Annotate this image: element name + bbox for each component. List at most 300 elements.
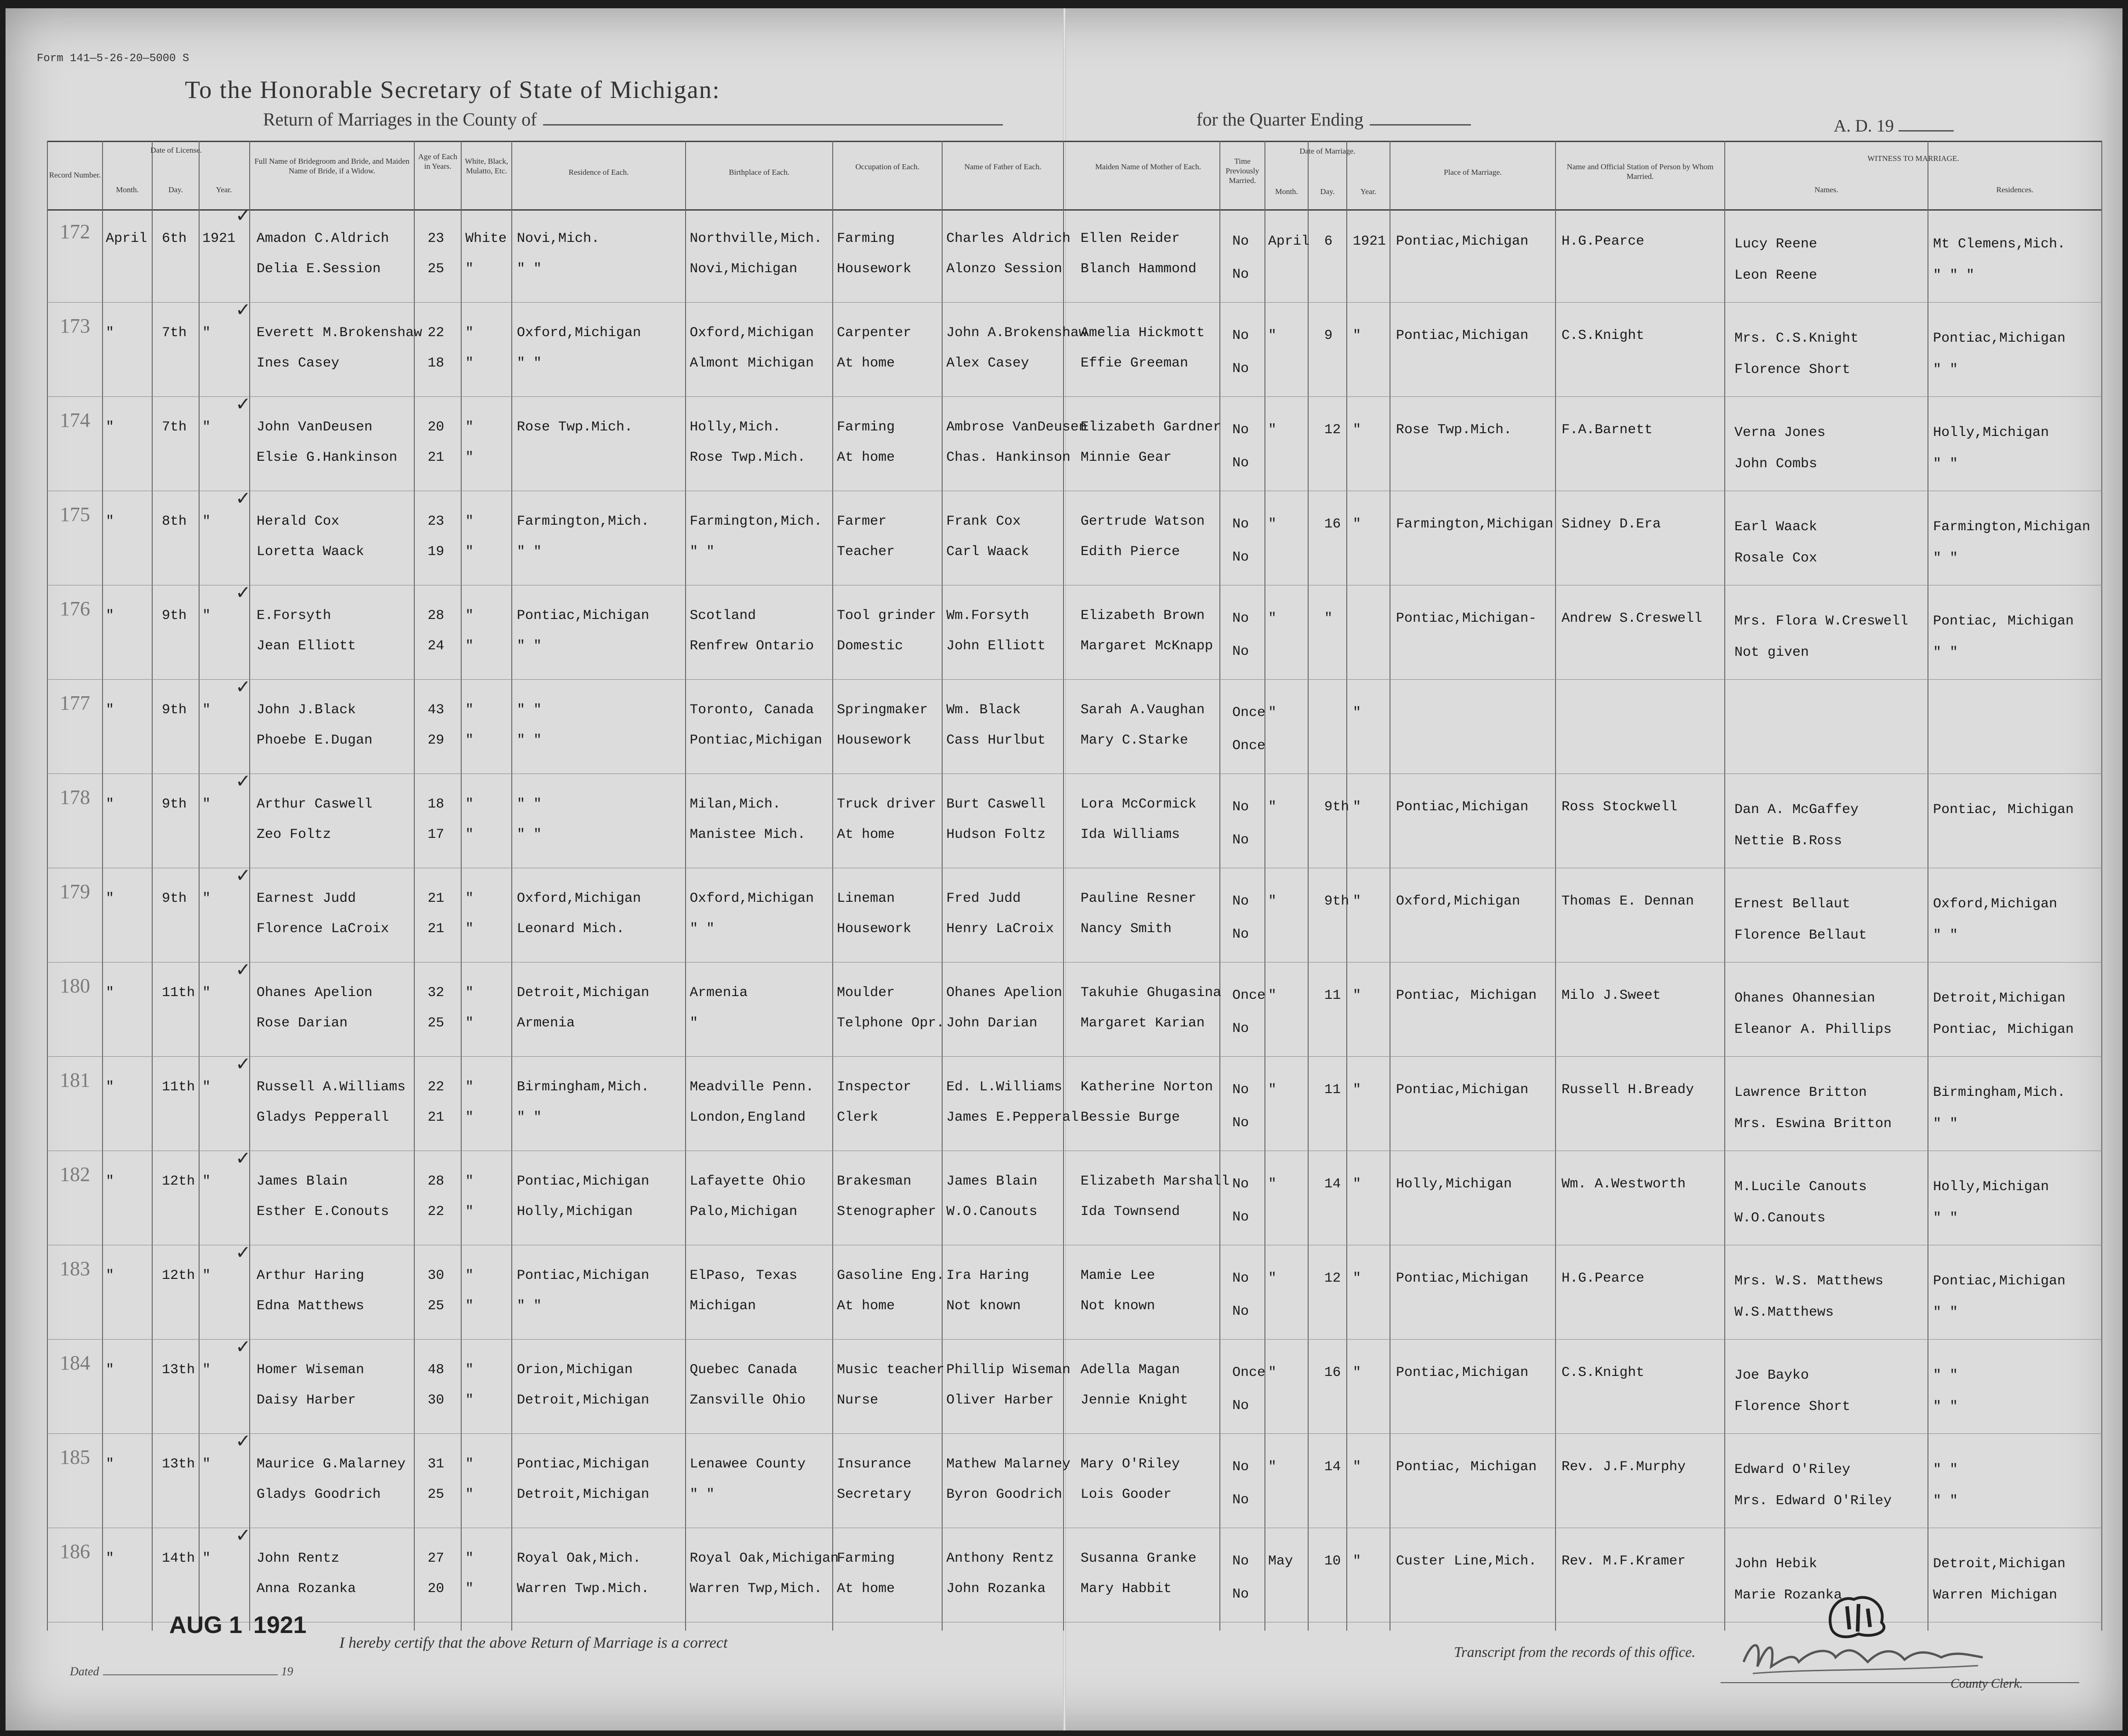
groom-race: White — [465, 231, 507, 246]
bride-occupation: Telphone Opr. — [837, 1015, 945, 1031]
groom-name: Homer Wiseman — [257, 1362, 365, 1378]
groom-occupation: Tool grinder — [837, 608, 937, 624]
marriage-place: Holly,Michigan — [1396, 1176, 1512, 1192]
record-number: 181 — [60, 1069, 90, 1091]
officiant-name: Milo J.Sweet — [1562, 988, 1661, 1003]
groom-residence: Pontiac,Michigan — [517, 1268, 650, 1283]
bride-name: Anna Rozanka — [257, 1581, 356, 1597]
groom-age: 22 — [428, 325, 445, 341]
witness-2-name: Florence Bellaut — [1734, 928, 1867, 943]
bride-birthplace: " " — [690, 544, 715, 560]
license-year: " — [202, 702, 211, 718]
bride-name: Gladys Goodrich — [257, 1487, 381, 1502]
column-rule — [1063, 141, 1064, 1631]
record-number: 182 — [60, 1163, 90, 1186]
bride-name: Ines Casey — [257, 355, 340, 371]
bride-occupation: Clerk — [837, 1110, 879, 1125]
bride-birthplace: " " — [690, 1487, 715, 1502]
quarter-ending — [1196, 109, 1471, 130]
license-day: 12th — [162, 1268, 195, 1283]
groom-race: " — [465, 419, 474, 435]
bride-age: 29 — [428, 733, 445, 748]
stamp-year: 1921 — [253, 1612, 307, 1639]
bride-father: Not known — [946, 1298, 1021, 1314]
license-month: " — [106, 514, 114, 529]
groom-occupation: Farming — [837, 231, 895, 246]
col-officiant: Name and Official Station of Person by Whom Married. — [1567, 162, 1714, 181]
record-number: 177 — [60, 692, 90, 714]
record-number: 180 — [60, 974, 90, 997]
license-day: 9th — [162, 702, 187, 718]
license-month: " — [106, 419, 114, 435]
marriage-day: 6 — [1324, 234, 1333, 249]
check-mark: ✓ — [235, 676, 251, 698]
marriage-year: " — [1353, 705, 1361, 721]
witness-2-name: John Combs — [1734, 456, 1818, 472]
witness-1-residence: Holly,Michigan — [1933, 425, 2049, 441]
groom-occupation: Carpenter — [837, 325, 912, 341]
check-mark: ✓ — [235, 582, 251, 603]
col-m-month: Month. — [1275, 187, 1298, 196]
groom-name: Arthur Caswell — [257, 796, 373, 812]
marriage-year: 1921 — [1353, 234, 1386, 249]
bride-father: W.O.Canouts — [946, 1204, 1038, 1220]
marriage-month: May — [1268, 1553, 1293, 1569]
witness-2-residence: " " — [1933, 1210, 1958, 1226]
bride-mother: Edith Pierce — [1081, 544, 1180, 560]
marriage-day: 11 — [1324, 988, 1341, 1003]
col-occupation: Occupation of Each. — [855, 162, 920, 171]
groom-occupation: Springmaker — [837, 702, 928, 718]
witness-1-residence: Mt Clemens,Mich. — [1933, 236, 2066, 252]
bride-mother: Margaret McKnapp — [1081, 638, 1213, 654]
bride-birthplace: Michigan — [690, 1298, 756, 1314]
groom-mother: Katherine Norton — [1081, 1079, 1213, 1095]
groom-age: 18 — [428, 796, 445, 812]
groom-name: Maurice G.Malarney — [257, 1456, 406, 1472]
witness-2-name: Nettie B.Ross — [1734, 833, 1842, 849]
witness-1-name: Lawrence Britton — [1734, 1085, 1867, 1100]
bride-father: Alex Casey — [946, 355, 1030, 371]
witness-1-residence: Detroit,Michigan — [1933, 991, 2066, 1006]
witness-2-residence: " " " — [1933, 268, 1975, 283]
quarter-text: for the Quarter Ending — [1196, 109, 1364, 130]
marriage-place: Pontiac,Michigan — [1396, 1365, 1529, 1381]
bride-residence: Detroit,Michigan — [517, 1487, 650, 1502]
license-year: " — [202, 1551, 211, 1566]
marriage-year: " — [1353, 799, 1361, 815]
bride-father: Hudson Foltz — [946, 827, 1046, 842]
check-mark: ✓ — [235, 865, 251, 886]
bride-mother: Effie Greeman — [1081, 355, 1189, 371]
bride-race: " — [465, 1298, 474, 1314]
groom-race: " — [465, 985, 474, 1001]
groom-residence: Pontiac,Michigan — [517, 1174, 650, 1189]
quarter-blank-line — [1370, 124, 1471, 126]
groom-age: 30 — [428, 1268, 445, 1283]
marriage-place: Pontiac,Michigan — [1396, 1082, 1529, 1098]
row-rule — [47, 1339, 2102, 1340]
marriage-month: April — [1268, 234, 1310, 249]
groom-mother: Elizabeth Marshall — [1081, 1174, 1230, 1189]
bride-residence: Armenia — [517, 1015, 575, 1031]
marriage-month: " — [1268, 1082, 1277, 1098]
bride-occupation: At home — [837, 1581, 895, 1597]
check-mark: ✓ — [235, 959, 251, 980]
groom-residence: Pontiac,Michigan — [517, 608, 650, 624]
col-date-license: Date of License. — [150, 146, 202, 155]
license-year: " — [202, 608, 211, 624]
license-year: " — [202, 419, 211, 435]
license-month: April — [106, 231, 148, 246]
col-full-name: Full Name of Bridegroom and Bride, and Maiden Name of Bride, if a Widow. — [254, 157, 410, 175]
col-witness: WITNESS TO MARRIAGE. — [1867, 154, 1959, 163]
bride-age: 25 — [428, 1015, 445, 1031]
groom-father: Wm. Black — [946, 702, 1021, 718]
col-m-day: Day. — [1320, 187, 1335, 196]
groom-residence: Detroit,Michigan — [517, 985, 650, 1001]
bride-birthplace: Almont Michigan — [690, 355, 814, 371]
groom-times-married: No — [1232, 1082, 1249, 1098]
bride-mother: Lois Gooder — [1081, 1487, 1172, 1502]
record-number: 172 — [60, 220, 90, 243]
marriage-year: " — [1353, 1459, 1361, 1475]
record-number: 186 — [60, 1540, 90, 1563]
dated-blank — [103, 1674, 278, 1675]
groom-occupation: Farmer — [837, 514, 887, 529]
groom-name: Earnest Judd — [257, 891, 356, 906]
groom-birthplace: Milan,Mich. — [690, 796, 781, 812]
groom-residence: Oxford,Michigan — [517, 891, 641, 906]
bride-mother: Blanch Hammond — [1081, 261, 1197, 277]
bride-residence: " " — [517, 1110, 542, 1125]
check-mark: ✓ — [235, 299, 251, 321]
witness-2-residence: Warren Michigan — [1933, 1587, 2058, 1603]
bride-mother: Mary Habbit — [1081, 1581, 1172, 1597]
license-year: " — [202, 1268, 211, 1283]
witness-2-name: Mrs. Eswina Britton — [1734, 1116, 1892, 1132]
check-mark: ✓ — [235, 1431, 251, 1452]
bride-mother: Mary C.Starke — [1081, 733, 1189, 748]
license-day: 13th — [162, 1456, 195, 1472]
bride-age: 19 — [428, 544, 445, 560]
marriage-year: " — [1353, 1365, 1361, 1381]
license-day: 9th — [162, 796, 187, 812]
marriage-month: " — [1268, 516, 1277, 532]
bride-father: Henry LaCroix — [946, 921, 1054, 937]
record-number: 184 — [60, 1352, 90, 1374]
record-number: 173 — [60, 315, 90, 337]
groom-birthplace: Meadville Penn. — [690, 1079, 814, 1095]
license-day: 12th — [162, 1174, 195, 1189]
bride-times-married: No — [1232, 644, 1249, 659]
groom-mother: Mamie Lee — [1081, 1268, 1156, 1283]
witness-1-name: Ohanes Ohannesian — [1734, 991, 1876, 1006]
bride-age: 21 — [428, 450, 445, 465]
officiant-name: Wm. A.Westworth — [1562, 1176, 1686, 1192]
license-year: " — [202, 985, 211, 1001]
check-mark: ✓ — [235, 1336, 251, 1358]
groom-age: 27 — [428, 1551, 445, 1566]
groom-father: Mathew Malarney — [946, 1456, 1071, 1472]
col-times-married: Time Previously Married. — [1225, 157, 1259, 185]
witness-1-residence: Pontiac, Michigan — [1933, 613, 2074, 629]
bride-times-married: No — [1232, 1304, 1249, 1319]
groom-race: " — [465, 702, 474, 718]
groom-name: Amadon C.Aldrich — [257, 231, 389, 246]
bride-age: 25 — [428, 1487, 445, 1502]
bride-age: 25 — [428, 1298, 445, 1314]
groom-race: " — [465, 891, 474, 906]
bride-residence: " " — [517, 827, 542, 842]
row-rule — [47, 1433, 2102, 1434]
bride-age: 30 — [428, 1392, 445, 1408]
groom-residence: Orion,Michigan — [517, 1362, 633, 1378]
witness-2-residence: " " — [1933, 928, 1958, 943]
marriage-day: 14 — [1324, 1459, 1341, 1475]
bride-name: Delia E.Session — [257, 261, 381, 277]
bride-occupation: At home — [837, 827, 895, 842]
document-subtitle — [263, 109, 1003, 130]
groom-occupation: Farming — [837, 1551, 895, 1566]
groom-times-married: Once — [1232, 988, 1266, 1003]
marriage-day: 16 — [1324, 1365, 1341, 1381]
bride-residence: " " — [517, 733, 542, 748]
bride-age: 24 — [428, 638, 445, 654]
witness-1-residence: Farmington,Michigan — [1933, 519, 2091, 535]
column-rule — [1555, 141, 1556, 1631]
bride-birthplace: Novi,Michigan — [690, 261, 798, 277]
groom-father: Anthony Rentz — [946, 1551, 1054, 1566]
license-year: 1921 — [202, 231, 236, 246]
bride-father: John Darian — [946, 1015, 1038, 1031]
groom-birthplace: Holly,Mich. — [690, 419, 781, 435]
bride-residence: " " — [517, 544, 542, 560]
marriage-month: " — [1268, 1176, 1277, 1192]
bride-occupation: Housework — [837, 921, 912, 937]
groom-age: 23 — [428, 231, 445, 246]
groom-residence: " " — [517, 702, 542, 718]
groom-occupation: Music teacher — [837, 1362, 945, 1378]
bride-birthplace: Rose Twp.Mich. — [690, 450, 806, 465]
bride-mother: Jennie Knight — [1081, 1392, 1189, 1408]
check-mark: ✓ — [235, 771, 251, 792]
bride-father: James E.Pepperal — [946, 1110, 1079, 1125]
groom-birthplace: Scotland — [690, 608, 756, 624]
marriage-place: Pontiac,Michigan — [1396, 799, 1529, 815]
col-lic-day: Day. — [168, 185, 183, 194]
column-rule — [942, 141, 943, 1631]
license-year: " — [202, 891, 211, 906]
license-month: " — [106, 796, 114, 812]
column-rule — [685, 141, 686, 1631]
bride-name: Elsie G.Hankinson — [257, 450, 398, 465]
witness-1-residence: Birmingham,Mich. — [1933, 1085, 2066, 1100]
witness-2-name: Not given — [1734, 645, 1809, 660]
bride-race: " — [465, 1015, 474, 1031]
groom-father: Ambrose VanDeusen — [946, 419, 1087, 435]
groom-residence: Rose Twp.Mich. — [517, 419, 633, 435]
bride-father: Byron Goodrich — [946, 1487, 1063, 1502]
marriage-month: " — [1268, 988, 1277, 1003]
column-rule — [414, 141, 415, 1631]
column-rule — [152, 141, 153, 1631]
groom-age: 31 — [428, 1456, 445, 1472]
col-m-year: Year. — [1360, 187, 1377, 196]
witness-1-name: M.Lucile Canouts — [1734, 1179, 1867, 1195]
marriage-year: " — [1353, 1271, 1361, 1286]
marriage-place: Oxford,Michigan — [1396, 894, 1521, 909]
marriage-year: " — [1353, 422, 1361, 438]
groom-name: James Blain — [257, 1174, 348, 1189]
officiant-name: F.A.Barnett — [1562, 422, 1653, 438]
witness-2-residence: " " — [1933, 1493, 1958, 1509]
bride-birthplace: " " — [690, 921, 715, 937]
bride-occupation: Secretary — [837, 1487, 912, 1502]
record-number: 178 — [60, 786, 90, 808]
year-blank-line — [1899, 130, 1954, 132]
officiant-name: Rev. M.F.Kramer — [1562, 1553, 1686, 1569]
officiant-name: C.S.Knight — [1562, 1365, 1645, 1381]
bride-residence: Detroit,Michigan — [517, 1392, 650, 1408]
check-mark: ✓ — [235, 205, 251, 226]
bride-name: Rose Darian — [257, 1015, 348, 1031]
groom-father: Ira Haring — [946, 1268, 1030, 1283]
officiant-name: Ross Stockwell — [1562, 799, 1678, 815]
bride-race: " — [465, 450, 474, 465]
check-mark: ✓ — [235, 1242, 251, 1263]
groom-birthplace: Northville,Mich. — [690, 231, 823, 246]
groom-times-married: No — [1232, 1176, 1249, 1192]
col-mother: Maiden Name of Mother of Each. — [1095, 162, 1201, 171]
groom-father: Charles Aldrich — [946, 231, 1071, 246]
witness-2-name: Florence Short — [1734, 362, 1851, 378]
bride-birthplace: Warren Twp,Mich. — [690, 1581, 823, 1597]
marriage-year: " — [1353, 1176, 1361, 1192]
subtitle-text: Return of Marriages in the County of — [263, 109, 537, 130]
check-mark: ✓ — [235, 1148, 251, 1169]
marriage-day: 11 — [1324, 1082, 1341, 1098]
bride-times-married: No — [1232, 267, 1249, 282]
marriage-year: " — [1353, 516, 1361, 532]
officiant-name: H.G.Pearce — [1562, 234, 1645, 249]
license-day: 13th — [162, 1362, 195, 1378]
groom-father: Ohanes Apelion — [946, 985, 1063, 1001]
officiant-name: H.G.Pearce — [1562, 1271, 1645, 1286]
marriage-year: " — [1353, 894, 1361, 909]
groom-residence: Birmingham,Mich. — [517, 1079, 650, 1095]
bride-occupation: Domestic — [837, 638, 904, 654]
column-rule — [2101, 141, 2102, 1631]
witness-1-residence: " " — [1933, 1368, 1958, 1383]
bride-race: " — [465, 544, 474, 560]
record-number: 179 — [60, 880, 90, 903]
dated-label: Dated — [70, 1665, 99, 1678]
marriage-year: " — [1353, 328, 1361, 344]
license-year: " — [202, 1362, 211, 1378]
check-mark: ✓ — [235, 1525, 251, 1546]
groom-times-married: No — [1232, 1553, 1249, 1569]
marriage-month: " — [1268, 894, 1277, 909]
license-month: " — [106, 891, 114, 906]
groom-birthplace: Oxford,Michigan — [690, 325, 814, 341]
marriage-month: " — [1268, 1365, 1277, 1381]
bride-race: " — [465, 1581, 474, 1597]
bride-age: 21 — [428, 921, 445, 937]
license-day: 11th — [162, 1079, 195, 1095]
clerk-signature — [1739, 1630, 1987, 1680]
license-day: 6th — [162, 231, 187, 246]
check-mark: ✓ — [235, 394, 251, 415]
witness-2-name: Leon Reene — [1734, 268, 1818, 283]
groom-age: 48 — [428, 1362, 445, 1378]
record-number: 183 — [60, 1257, 90, 1280]
column-rule — [199, 141, 200, 1631]
bride-father: Oliver Harber — [946, 1392, 1054, 1408]
bride-name: Loretta Waack — [257, 544, 365, 560]
bride-occupation: At home — [837, 1298, 895, 1314]
marriage-day: 9th — [1324, 799, 1350, 815]
col-race: White, Black, Mulatto, Etc. — [465, 157, 508, 175]
bride-age: 17 — [428, 827, 445, 842]
groom-birthplace: Quebec Canada — [690, 1362, 798, 1378]
bride-race: " — [465, 638, 474, 654]
groom-mother: Lora McCormick — [1081, 796, 1197, 812]
col-lic-year: Year. — [216, 185, 232, 194]
bride-birthplace: Manistee Mich. — [690, 827, 806, 842]
bride-father: Chas. Hankinson — [946, 450, 1071, 465]
groom-father: Burt Caswell — [946, 796, 1046, 812]
bride-times-married: No — [1232, 927, 1249, 942]
groom-age: 28 — [428, 1174, 445, 1189]
marriage-place: Pontiac, Michigan — [1396, 1459, 1537, 1475]
transcript-text: Transcript from the records of this office. — [1454, 1644, 1696, 1660]
bride-name: Daisy Harber — [257, 1392, 356, 1408]
bride-age: 18 — [428, 355, 445, 371]
bride-race: " — [465, 355, 474, 371]
officiant-name: C.S.Knight — [1562, 328, 1645, 344]
groom-mother: Takuhie Ghugasina — [1081, 985, 1222, 1001]
bride-times-married: No — [1232, 1021, 1249, 1037]
bride-name: Jean Elliott — [257, 638, 356, 654]
groom-age: 23 — [428, 514, 445, 529]
groom-times-married: No — [1232, 894, 1249, 909]
bride-times-married: No — [1232, 832, 1249, 848]
bride-times-married: No — [1232, 455, 1249, 471]
bride-name: Florence LaCroix — [257, 921, 389, 937]
col-date-marriage: Date of Marriage. — [1299, 147, 1356, 155]
groom-occupation: Truck driver — [837, 796, 937, 812]
record-number: 175 — [60, 503, 90, 526]
bride-father: Carl Waack — [946, 544, 1030, 560]
bride-occupation: Housework — [837, 733, 912, 748]
groom-name: Ohanes Apelion — [257, 985, 373, 1001]
column-rule — [102, 141, 103, 1631]
witness-2-residence: " " — [1933, 1305, 1958, 1320]
column-rule — [832, 141, 833, 1631]
groom-name: E.Forsyth — [257, 608, 332, 624]
groom-occupation: Insurance — [837, 1456, 912, 1472]
groom-race: " — [465, 1551, 474, 1566]
bride-mother: Nancy Smith — [1081, 921, 1172, 937]
license-day: 7th — [162, 419, 187, 435]
groom-birthplace: Farmington,Mich. — [690, 514, 823, 529]
witness-2-name: Marie Rozanka — [1734, 1587, 1842, 1603]
marriage-place: Pontiac,Michigan- — [1396, 611, 1537, 626]
groom-mother: Elizabeth Gardner — [1081, 419, 1222, 435]
bride-name: Phoebe E.Dugan — [257, 733, 373, 748]
column-rule — [1308, 141, 1309, 1631]
